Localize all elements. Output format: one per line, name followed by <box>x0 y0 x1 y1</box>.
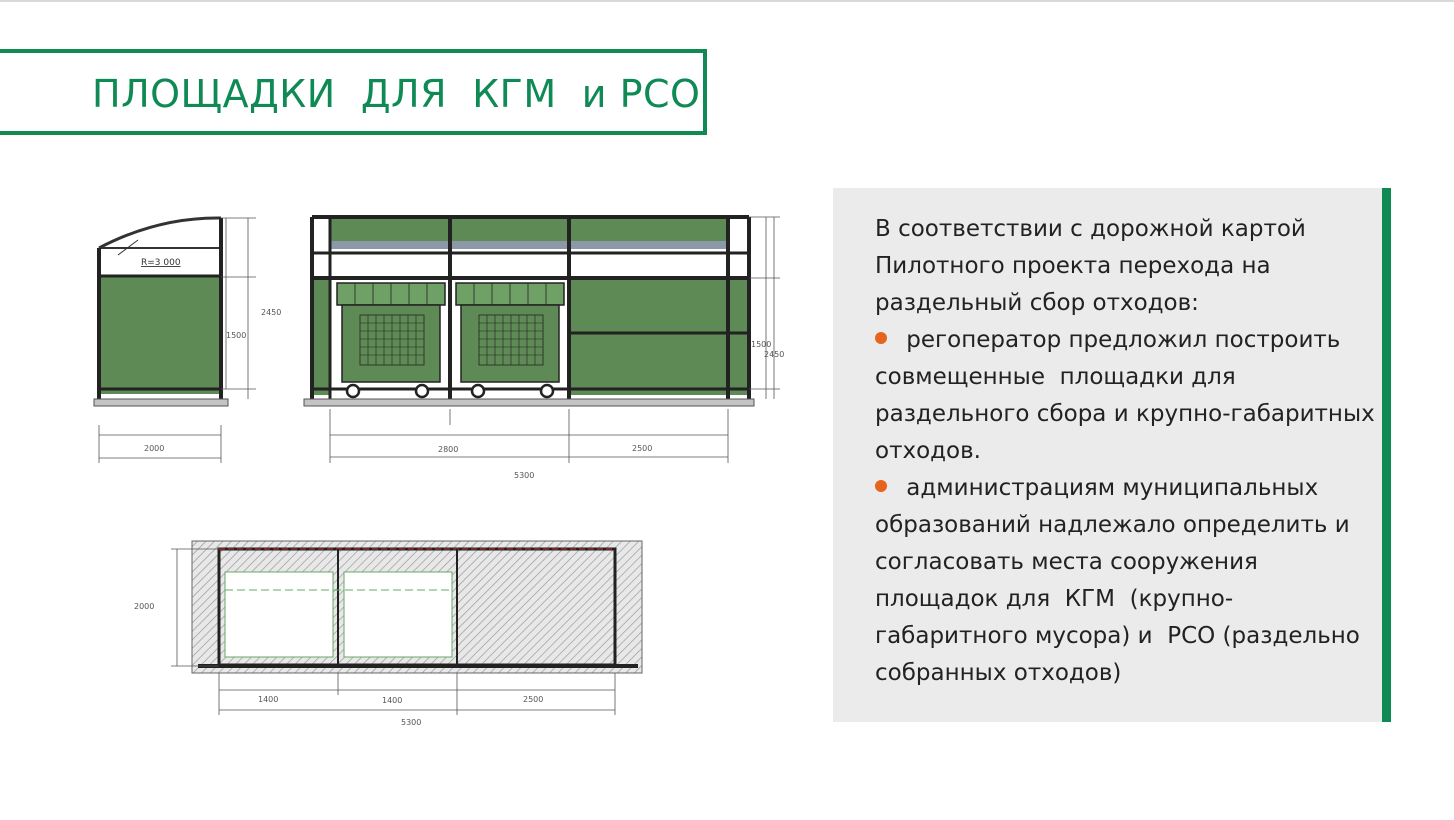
front-view <box>304 216 784 480</box>
side-dim-2000: 2000 <box>144 444 165 453</box>
bullet-text-2: администрациям муниципальных образований надлежало определить и согласовать места сооружения площадок для КГМ (крупно-габаритного мусора) и РСО (раздельно собранных отходов) <box>875 475 1368 686</box>
side-panel <box>100 276 220 394</box>
panel-accent-bar <box>1382 188 1391 722</box>
plan-dim-2000: 2000 <box>134 602 155 611</box>
bullet-item-2 <box>875 470 1375 692</box>
container-1 <box>337 283 445 397</box>
front-panel-right <box>569 277 749 395</box>
plan-dim-1400-b: 1400 <box>382 696 403 705</box>
radius-label: R=3 000 <box>141 258 181 268</box>
plan-view <box>134 541 642 727</box>
plan-dim-2500: 2500 <box>523 695 544 704</box>
technical-drawing <box>78 185 798 745</box>
top-rule <box>0 0 1454 2</box>
plan-dim-5300: 5300 <box>401 718 422 727</box>
front-panel-left <box>312 277 330 395</box>
bullet-item-1 <box>875 322 1383 470</box>
front-dim-2800: 2800 <box>438 445 459 454</box>
bullet-text-1: регоператор предложил построить совмещенные площадки для раздельного сбора и крупно-габаритных отходов. <box>875 327 1383 464</box>
info-panel-text <box>875 211 1383 692</box>
front-slab <box>304 399 754 406</box>
panel-intro: В соответствии с дорожной картой Пилотного проекта перехода на раздельный сбор отходов: <box>875 216 1314 316</box>
side-dim-2450: 2450 <box>261 308 282 317</box>
container-2 <box>456 283 564 397</box>
side-slab <box>94 399 228 406</box>
side-view <box>94 218 281 463</box>
front-dim-1500: 1500 <box>751 340 772 349</box>
plan-container-slot-2 <box>344 572 452 657</box>
front-dim-5300: 5300 <box>514 471 535 480</box>
orange-bullet-icon <box>875 332 887 344</box>
front-dim-2500: 2500 <box>632 444 653 453</box>
plan-container-slot-1 <box>225 572 333 657</box>
orange-bullet-icon <box>875 480 887 492</box>
slide-title: ПЛОЩАДКИ ДЛЯ КГМ и РСО <box>92 72 701 116</box>
roof-arc <box>99 218 221 248</box>
plan-dim-1400-a: 1400 <box>258 695 279 704</box>
front-dim-2450: 2450 <box>764 350 785 359</box>
side-dim-1500: 1500 <box>226 331 247 340</box>
